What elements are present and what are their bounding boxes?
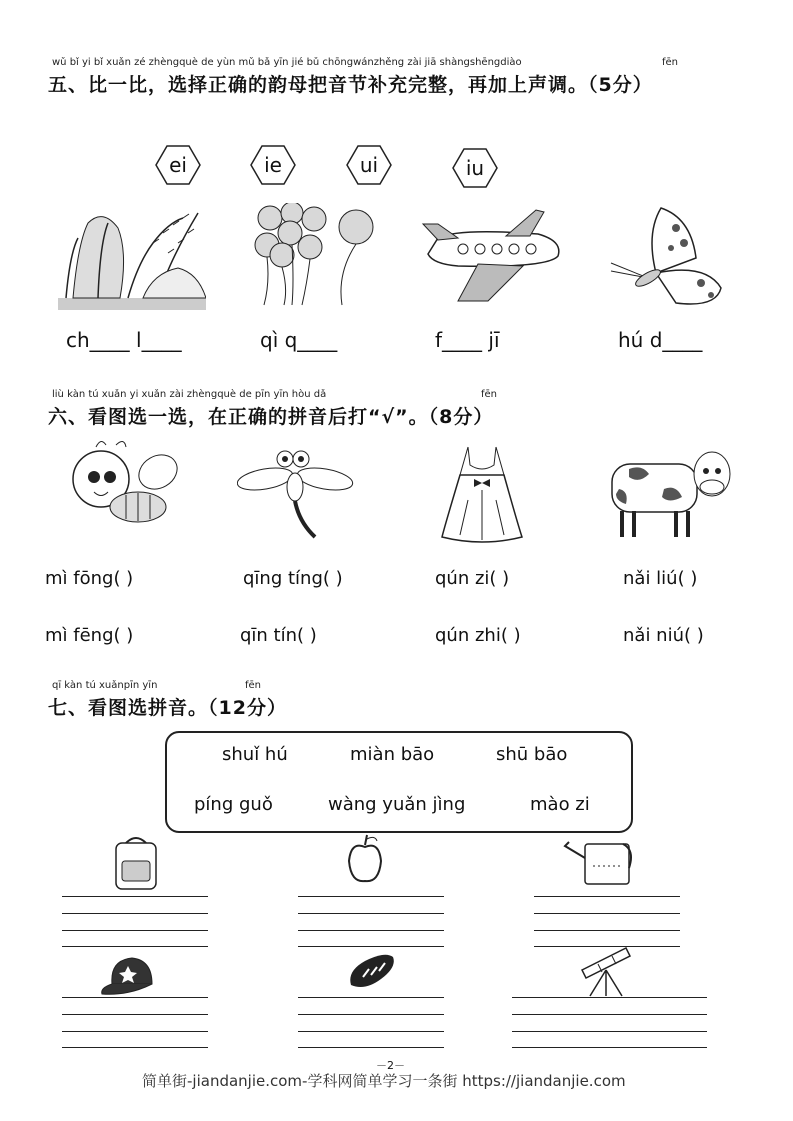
answer-line-apple-1[interactable] [298, 896, 444, 897]
word-mianbao: miàn bāo [350, 744, 435, 765]
option-ei: ei [155, 145, 201, 185]
choice-bee-1[interactable]: mì fōng( ) [45, 568, 134, 589]
word-pingguo: píng guǒ [194, 794, 273, 815]
dragonfly-image [237, 447, 355, 543]
answer-line-telescope-1[interactable] [512, 997, 707, 998]
telescope-image [578, 940, 632, 998]
answer-line-cap-2[interactable] [62, 1014, 208, 1015]
bread-image [347, 951, 397, 991]
word-maozi: mào zi [530, 794, 590, 815]
blank-balloon: qì q____ [260, 328, 338, 352]
cow-image [604, 449, 734, 541]
balloons-image [252, 203, 377, 308]
dress-image [440, 445, 524, 543]
word-shubao: shū bāo [496, 744, 568, 765]
blank-butterfly: hú d____ [618, 328, 703, 352]
answer-line-bread-1[interactable] [298, 997, 444, 998]
answer-line-cap-4[interactable] [62, 1047, 208, 1048]
section5-pinyin-fen: fēn [662, 57, 679, 68]
section7-pinyin-fen: fēn [245, 680, 262, 691]
answer-line-cap-1[interactable] [62, 997, 208, 998]
answer-line-bread-2[interactable] [298, 1014, 444, 1015]
answer-line-telescope-4[interactable] [512, 1047, 707, 1048]
section5-title: 五、比一比，选择正确的韵母把音节补充完整，再加上声调。（5分） [48, 74, 653, 96]
answer-line-schoolbag-1[interactable] [62, 896, 208, 897]
page-number: －2－ [376, 1059, 405, 1072]
section6-pinyin-fen: fēn [481, 389, 498, 400]
answer-line-telescope-2[interactable] [512, 1014, 707, 1015]
willow-tree-image [58, 203, 206, 311]
watering-can-image [563, 838, 633, 886]
choice-cow-1[interactable]: nǎi liú( ) [623, 568, 698, 589]
option-iu: iu [452, 148, 498, 188]
choice-dragonfly-1[interactable]: qīng tíng( ) [243, 568, 343, 589]
blank-airplane: f____ jī [435, 328, 500, 352]
answer-line-telescope-3[interactable] [512, 1031, 707, 1032]
section7-title: 七、看图选拼音。（12分） [48, 697, 287, 719]
choice-dress-2[interactable]: qún zhi( ) [435, 625, 521, 646]
answer-line-can-2[interactable] [534, 913, 680, 914]
cap-image [98, 954, 160, 996]
footer-text: 简单街-jiandanjie.com-学科网简单学习一条街 https://jiandanjie.com [142, 1072, 626, 1090]
bee-image [66, 437, 178, 529]
schoolbag-image [112, 833, 160, 891]
butterfly-image [606, 203, 726, 311]
section6-pinyin: liù kàn tú xuǎn yi xuǎn zài zhèngquè de pīn yīn hòu dǎ [52, 389, 327, 400]
option-ie: ie [250, 145, 296, 185]
apple-image [347, 833, 383, 885]
word-shuihu: shuǐ hú [222, 744, 288, 765]
choice-dress-1[interactable]: qún zi( ) [435, 568, 510, 589]
answer-line-can-1[interactable] [534, 896, 680, 897]
answer-line-apple-4[interactable] [298, 946, 444, 947]
answer-line-schoolbag-2[interactable] [62, 913, 208, 914]
choice-dragonfly-2[interactable]: qīn tín( ) [240, 625, 317, 646]
option-ui: ui [346, 145, 392, 185]
answer-line-apple-2[interactable] [298, 913, 444, 914]
airplane-image [418, 206, 566, 304]
answer-line-schoolbag-3[interactable] [62, 930, 208, 931]
blank-willow: ch____ l____ [66, 328, 182, 352]
answer-line-can-3[interactable] [534, 930, 680, 931]
answer-line-schoolbag-4[interactable] [62, 946, 208, 947]
answer-line-apple-3[interactable] [298, 930, 444, 931]
choice-bee-2[interactable]: mì fēng( ) [45, 625, 134, 646]
word-wangyuanjing: wàng yuǎn jìng [328, 794, 466, 815]
section5-pinyin: wǔ bǐ yi bǐ xuǎn zé zhèngquè de yùn mǔ bǎ yīn jié bǔ chōngwánzhěng zài jiā shàngshēngdiào [52, 57, 522, 68]
answer-line-bread-3[interactable] [298, 1031, 444, 1032]
answer-line-cap-3[interactable] [62, 1031, 208, 1032]
choice-cow-2[interactable]: nǎi niú( ) [623, 625, 704, 646]
section6-title: 六、看图选一选，在正确的拼音后打“√”。（8分） [48, 406, 494, 428]
section7-pinyin: qī kàn tú xuǎnpīn yīn [52, 680, 158, 691]
answer-line-bread-4[interactable] [298, 1047, 444, 1048]
